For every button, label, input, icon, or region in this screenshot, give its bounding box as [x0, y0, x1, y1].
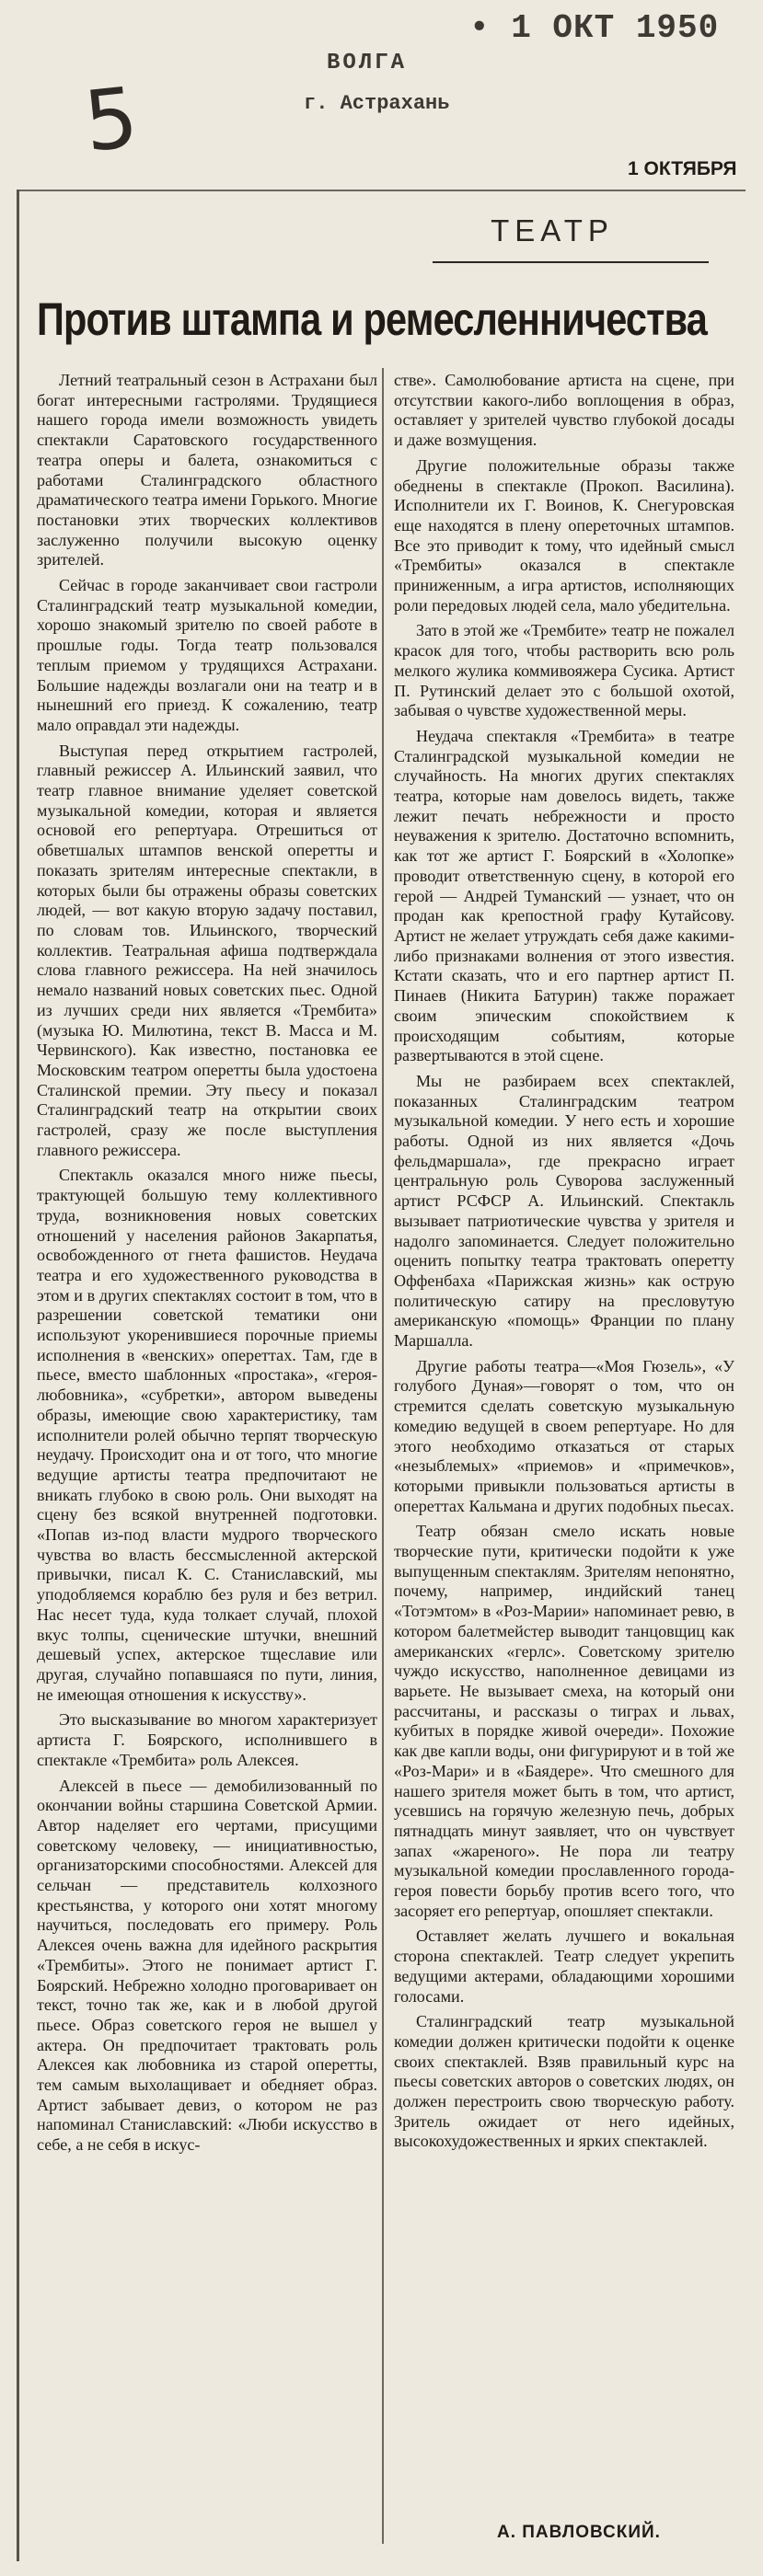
article-column-right: [394, 371, 734, 2157]
paragraph: Оставляет желать лучшего и вокальная сторона спектаклей. Театр следует укрепить ведущими актерами, обладающими хорошими голосами.: [394, 1926, 734, 2006]
archive-date-stamp: • 1 ОКТ 1950: [469, 9, 720, 47]
column-divider: [382, 368, 384, 2544]
paragraph: Алексей в пьесе — демобилизованный по окончании войны старшина Советской Армии. Автор наделяет его чертами, присущими советскому человеку, — инициативностью, организаторскими способностями. Алексей для сельчан — представитель колхозного крестьянства, у которого они хотят многому научиться, последовать его примеру. Роль Алексея очень важна для идейного раскрытия «Трембиты». Этого не понимает артист Г. Боярский. Небрежно холодно проговаривает он текст, точно так же, как и в любой другой пьесе. Образ советского героя не вышел у актера. Он предпочитает трактовать роль Алексея как любовника из старой оперетты, тем самым выхолащивает и обедняет образ. Артист забывает девиз, о котором не раз напоминал Станиславский: «Люби искусство в себе, а не себя в искус-: [37, 1776, 377, 2155]
city-stamp: г. Астрахань: [304, 92, 450, 115]
paragraph: Летний театральный сезон в Астрахани был богат интересными гастролями. Трудящиеся нашего города имели возможность увидеть спектакли Саратовского государственного театра оперы и балета, ознакомиться с работами Сталинградского областного драматического театра имени Горького. Многие постановки этих творческих коллективов заслуженно получили высокую оценку зрителей.: [37, 371, 377, 569]
paragraph: Неудача спектакля «Трембита» в театре Сталинградской музыкальной комедии не случайность. На многих других спектаклях театра, которые нам довелось видеть, также лежит печать небрежности и просто неуважения к зрителю. Достаточно вспомнить, как тот же артист Г. Боярский в «Холопке» проводит ответственную сцену, в которой его герой — Андрей Туманский — узнает, что он продан как крепостной графу Кутайсову. Артист не желает утруждать себя даже какими-либо признаками волнения от этого известия. Кстати сказать, что и его партнер артист П. Пинаев (Никита Батурин) также поражает своим эпическим спокойствием к происходящим событиям, которые развертываются в этой сцене.: [394, 726, 734, 1065]
paragraph: Зато в этой же «Трембите» театр не пожалел красок для того, чтобы растворить всю роль мелкого жулика коммивояжера Сусика. Артист П. Рутинский делает это с большой охотой, забывая о чувстве художественной меры.: [394, 621, 734, 720]
paragraph: Сталинградский театр музыкальной комедии должен критически подойти к оценке своих спектаклей. Взяв правильный курс на пьесы советских авторов о советских людях, он должен перестроить свою творческую работу. Зритель ожидает от него идейных, высокохудожественных и ярких спектаклей.: [394, 2012, 734, 2151]
paragraph: Другие работы театра—«Моя Гюзель», «У голубого Дуная»—говорят о том, что он стремится сделать советскую музыкальную комедию ведущей в своем репертуаре. Но для этого необходимо отказаться от старых «незыблемых» «приемов» и «примечков», которыми привыкли пользоваться артисты в опереттах Кальмана и других подобных пьесах.: [394, 1356, 734, 1515]
paragraph: Театр обязан смело искать новые творческие пути, критически подойти к уже выпущенным спектаклям. Зрителям непонятно, почему, например, индийский танец «Тотэмтом» в «Роз-Марии» напоминает ревю, в котором балетмейстер выводит танцовщиц как американских «герлс». Советскому зрителю чуждо искусство, наполненное девицами из варьете. Не вызывает смеха, на который они рассчитаны, и рассказы о тиграх и львах, кубитых в порядке живой очереди». Похожие как две капли воды, они фигурируют и в той же «Роз-Мари» и в «Баядере». Что смешного для нашего зрителя может быть в том, что артист, усевшись на горячую железную печь, добрых пятнадцать минут заявляет, что он чувствует запах «жареного». Не пора ли театру музыкальной комедии прославленного города-героя повести борьбу против всего того, что засоряет его репертуар, опошляет спектакли.: [394, 1522, 734, 1920]
paragraph: Другие положительные образы также обеднены в спектакле (Прокоп. Василина). Исполнители их Г. Воинов, К. Снегуровская еще находятся в плену опереточных штампов. Все это приводит к тому, что идейный смысл «Трембиты» оказался в спектакле приниженным, а игра артистов, исполняющих роли передовых людей села, мало убедительна.: [394, 455, 734, 615]
paragraph: Выступая перед открытием гастролей, главный режиссер А. Ильинский заявил, что театр главное внимание уделяет советской музыкальной комедии, которая и является основой его репертуара. Отрешиться от обветшалых штампов венской оперетты и показать зрителям интересные спектакли, в которых были бы отражены образы советских людей, — вот какую вторую задачу поставил, по словам тов. Ильинского, творческий коллектив. Театральная афиша подтверждала слова главного режиссера. На ней значилось немало названий новых советских пьес. Одной из лучших среди них является «Трембита» (музыка Ю. Милютина, текст В. Масса и М. Червинского). Как известно, постановка ее Московским театром оперетты была удостоена Сталинской премии. Эту пьесу и показал Сталинградский театр на открытии своих гастролей, сразу же после выступления главного режиссера.: [37, 741, 377, 1159]
paragraph: Спектакль оказался много ниже пьесы, трактующей большую тему коллективного труда, возникновения новых советских отношений у населения районов Закарпатья, освобожденного от гнета фашистов. Неудача театра и его художественного руководства в этом и в других спектаклях состоит в том, что в разрешении советской тематики они используют укоренившиеся порочные приемы исполнения в «венских» опереттах. Там, где в пьесе, вместо шаблонных «простака», «героя-любовника», «субретки», автором выведены образы, имеющие свою характеристику, там исполнители ролей обычно терпят творческую неудачу. Происходит она и от того, что многие ведущие артисты театра предпочитают не вникать глубоко в свою роль. Они выходят на сцену без всякой внутренней подготовки. «Попав из-под власти мудрого творческого чувства во власть бессмысленной актерской привычки, писал К. С. Станиславский, мы уподобляемся кораблю без руля и без ветрил. Нас несет туда, куда толкает случай, плохой вкус толпы, сценические штучки, внешний дешевый успех, актерское тщеславие или другая, случайно попавшаяся по пути, линия, не имеющая отношения к искусству».: [37, 1166, 377, 1704]
clipping-top-edge: [17, 190, 746, 191]
article-headline: Против штампа и ремесленничества: [37, 293, 708, 345]
newspaper-name-stamp: ВОЛГА: [327, 51, 408, 75]
rubric-underline: [433, 261, 709, 263]
author-signature: А. ПАВЛОВСКИЙ.: [497, 2523, 661, 2542]
section-rubric: ТЕАТР: [491, 213, 614, 247]
handwritten-number: 5: [79, 69, 143, 171]
issue-date: 1 ОКТЯБРЯ: [628, 158, 737, 179]
clipping-left-edge: [17, 190, 19, 2561]
paragraph: стве». Самолюбование артиста на сцене, при отсутствии какого-либо воплощения в образ, оставляет у зрителей чувство глубокой досады и даже возмущения.: [394, 371, 734, 450]
paragraph: Это высказывание во многом характеризует артиста Г. Боярского, исполнившего в спектакле «Трембита» роль Алексея.: [37, 1710, 377, 1769]
paragraph: Сейчас в городе заканчивает свои гастроли Сталинградский театр музыкальной комедии, хорошо знакомый зрителю по своей работе в прошлые годы. Тогда театр пользовался теплым приемом у трудящихся Астрахани. Большие надежды возлагали они на театр и в нынешний его приезд. К сожалению, театр мало оправдал эти надежды.: [37, 576, 377, 734]
paragraph: Мы не разбираем всех спектаклей, показанных Сталинградским театром музыкальной комедии. У него есть и хорошие работы. Одной из них является «Дочь фельдмаршала», где прекрасно играет центральную роль Суворова заслуженный артист РСФСР А. Ильинский. Спектакль вызывает патриотические чувства у зрителя и надолго запоминается. Следует положительно оценить попытку театра трактовать оперетту Оффенбаха «Парижская жизнь» как острую политическую сатиру на пресловутую американскую «помощь» Франции по плану Маршалла.: [394, 1071, 734, 1351]
article-column-left: [37, 371, 377, 2161]
